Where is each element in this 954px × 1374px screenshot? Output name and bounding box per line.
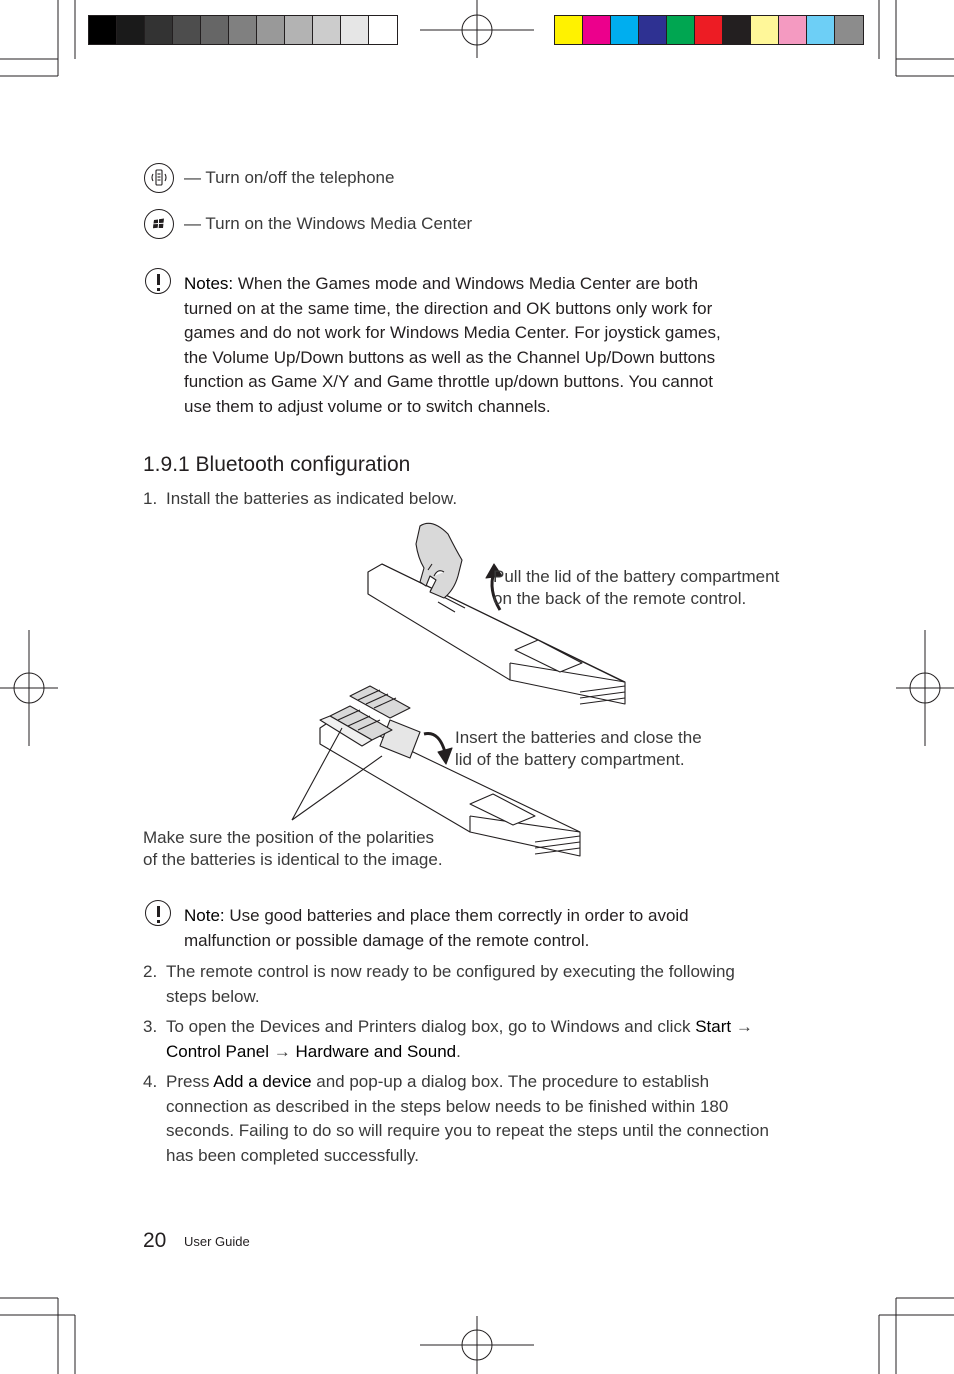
menu-path-control-panel: Control Panel (166, 1041, 270, 1061)
step-text: and pop-up a dialog box. The procedure to establish (311, 1072, 710, 1091)
step-number: 2. (143, 962, 158, 981)
grayscale-swatch-7 (257, 16, 285, 44)
step-number: 1. (143, 489, 158, 508)
add-a-device-label: Add a device (213, 1072, 312, 1091)
note-label: Notes: (184, 274, 234, 293)
note-line-1: When the Games mode and Windows Media Center are both (237, 274, 699, 293)
grayscale-swatch-10 (341, 16, 369, 44)
color-swatch-5 (667, 16, 695, 44)
step-text: Press (166, 1072, 214, 1091)
note-exclamation-icon (145, 900, 171, 926)
caption-insert-batteries (455, 727, 702, 771)
step-line-3: seconds. Failing to do so will require you to repeat the steps until the connection (166, 1121, 769, 1141)
caption-pull-line-1: Pull the lid of the battery compartment (493, 567, 780, 586)
note-line-3: games and do not work for Windows Media Center. For joystick games, (184, 323, 721, 343)
step-line-4: has been completed successfully. (166, 1145, 419, 1165)
caption-insert-line-1: Insert the batteries and close the (455, 728, 702, 747)
grayscale-swatch-9 (313, 16, 341, 44)
color-calibration-bar (554, 15, 864, 45)
step-text-end: . (456, 1041, 461, 1061)
color-swatch-8 (751, 16, 779, 44)
note-label: Note: (184, 906, 225, 925)
grayscale-swatch-5 (201, 16, 229, 44)
upper-remote-control (368, 523, 625, 704)
path-arrow: → (731, 1017, 753, 1036)
grayscale-swatch-4 (173, 16, 201, 44)
note-exclamation-icon (145, 268, 171, 294)
note-line-2: turned on at the same time, the direction and OK buttons only work for (184, 298, 713, 318)
grayscale-swatch-1 (89, 16, 117, 44)
note-line-4: the Volume Up/Down buttons as well as the Channel Up/Down buttons (184, 347, 716, 367)
menu-path-start: Start (695, 1017, 732, 1036)
grayscale-swatch-2 (117, 16, 145, 44)
note-line-5: function as Game X/Y and Game throttle up/down buttons. You cannot (184, 372, 713, 392)
caption-polarity (143, 827, 443, 871)
path-arrow: → (269, 1041, 296, 1061)
note-line-6: use them to adjust volume or to switch channels. (184, 396, 551, 416)
color-swatch-6 (695, 16, 723, 44)
color-swatch-11 (835, 16, 863, 44)
grayscale-swatch-11 (369, 16, 397, 44)
section-heading: 1.9.1 Bluetooth configuration (143, 453, 411, 476)
note-paragraph (184, 904, 804, 953)
menu-path-hardware-and-sound: Hardware and Sound (295, 1041, 457, 1061)
step-text: To open the Devices and Printers dialog box, go to Windows and click (166, 1017, 696, 1036)
windows-logo-icon (144, 209, 174, 239)
caption-pull-lid (493, 566, 779, 610)
step-4 (143, 1070, 823, 1170)
grayscale-swatch-3 (145, 16, 173, 44)
caption-polarity-line-2: of the batteries is identical to the image. (143, 850, 443, 869)
step-number: 4. (143, 1072, 158, 1091)
note-line-2: malfunction or possible damage of the remote control. (184, 930, 590, 950)
legend-telephone-text: — Turn on/off the telephone (184, 168, 395, 187)
step-line-2: steps below. (166, 986, 260, 1006)
color-swatch-7 (723, 16, 751, 44)
step-text: Install the batteries as indicated below. (166, 489, 458, 508)
legend-media-center-text: — Turn on the Windows Media Center (184, 214, 473, 233)
step-2 (143, 960, 823, 1010)
caption-insert-line-2: lid of the battery compartment. (455, 750, 685, 769)
color-swatch-4 (639, 16, 667, 44)
color-swatch-2 (583, 16, 611, 44)
color-swatch-9 (779, 16, 807, 44)
grayscale-swatch-6 (229, 16, 257, 44)
footer-label: User Guide (184, 1234, 250, 1249)
step-line-2: connection as described in the steps below needs to be finished within 180 (166, 1096, 729, 1116)
caption-pull-line-2: on the back of the remote control. (493, 589, 747, 608)
step-number: 3. (143, 1017, 158, 1036)
step-1 (143, 487, 823, 513)
page-number: 20 (143, 1229, 167, 1252)
polarity-pointer-1 (292, 728, 342, 820)
telephone-icon (144, 163, 174, 193)
grayscale-calibration-bar (88, 15, 398, 45)
note-line-1: Use good batteries and place them correctly in order to avoid (229, 906, 689, 925)
grayscale-swatch-8 (285, 16, 313, 44)
step-3 (143, 1015, 823, 1065)
caption-polarity-line-1: Make sure the position of the polarities (143, 828, 435, 847)
color-swatch-10 (807, 16, 835, 44)
polarity-pointer-2 (292, 756, 382, 820)
color-swatch-1 (555, 16, 583, 44)
note-paragraph (184, 272, 804, 420)
color-swatch-3 (611, 16, 639, 44)
step-line-1: The remote control is now ready to be configured by executing the following (166, 962, 735, 981)
